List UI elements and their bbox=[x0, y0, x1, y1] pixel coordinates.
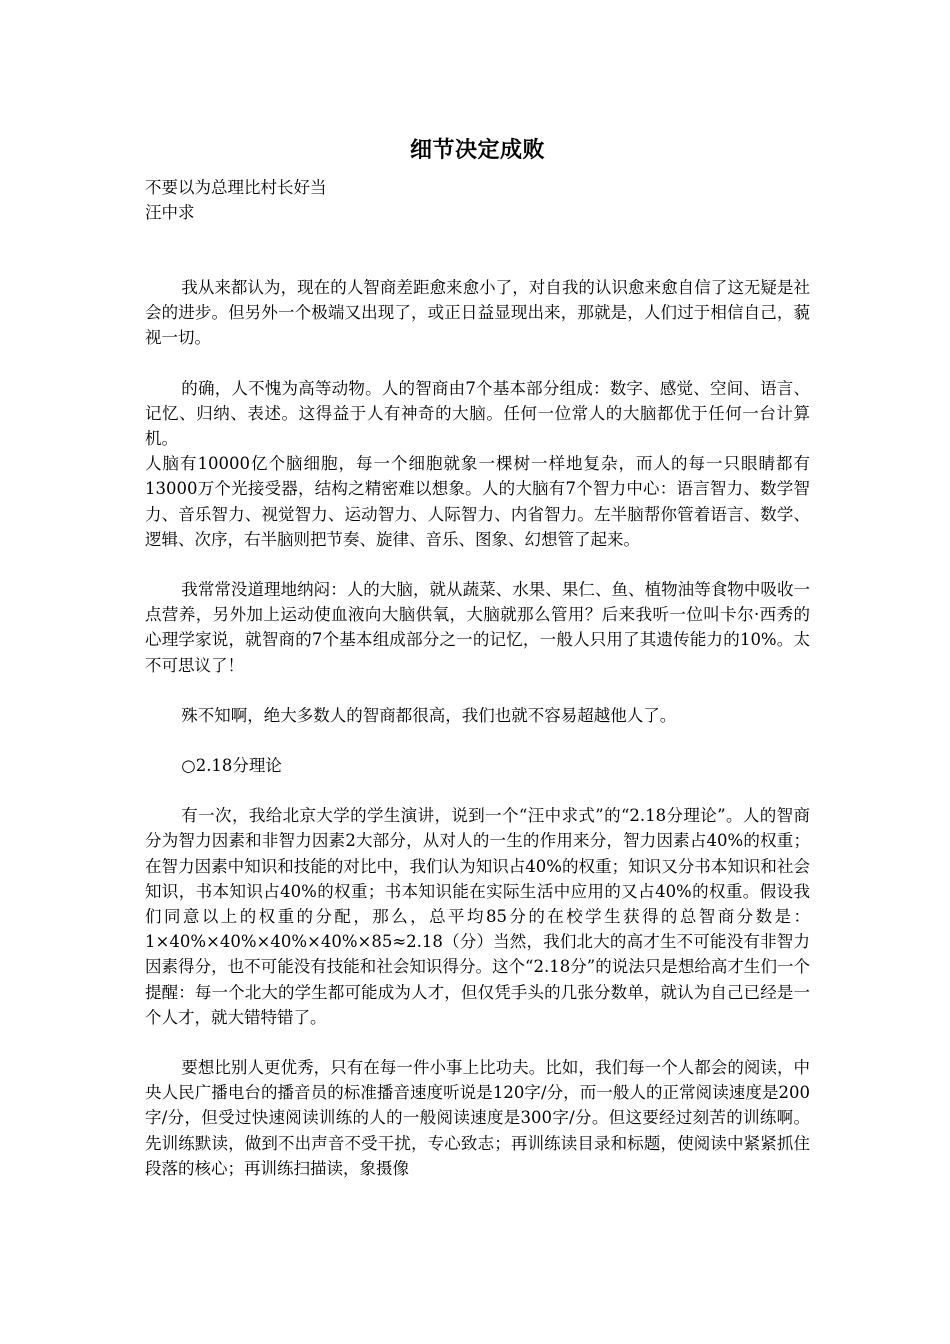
paragraph-gap bbox=[145, 678, 810, 703]
paragraph: 我从来都认为，现在的人智商差距愈来愈小了，对自我的认识愈来愈自信了这无疑是社会的进步。但另外一个极端又出现了，或正日益显现出来，那就是，人们过于相信自己，藐视一切。 bbox=[145, 278, 810, 348]
paragraph-gap bbox=[145, 1030, 810, 1055]
paragraph: 的确，人不愧为高等动物。人的智商由7个基本部分组成：数字、感觉、空间、语言、记忆、归纳、表述。这得益于人有神奇的大脑。任何一位常人的大脑都优于任何一台计算机。 bbox=[145, 378, 810, 449]
paragraph: 我常常没道理地纳闷：人的大脑，就从蔬菜、水果、果仁、鱼、植物油等食物中吸收一点营养，另外加上运动使血液向大脑供氧，大脑就那么管用？后来我听一位叫卡尔·西秀的心理学家说，就智商的7个基本组成部分之一的记忆，一般人只用了其遗传能力的10%。太不可思议了！ bbox=[145, 580, 810, 675]
paragraph: 有一次，我给北京大学的学生演讲，说到一个“汪中求式”的“2.18分理论”。人的智商分为智力因素和非智力因素2大部分，从对人的一生的作用来分，智力因素占40%的权重；在智力因素中知识和技能的对比中，我们认为知识占40%的权重；知识又分书本知识和社会知识，书本知识占40%的权重；书本知识能在实际生活中应用的又占40%的权重。假设我们同意以上的权重的分配，那么，总平均85分的在校学生获得的总智商分数是：1×40%×40%×40%×40%×85≈2.18（分）当然，我们北大的高才生不可能没有非智力因素得分，也不可能没有技能和社会知识得分。这个“2.18分”的说法只是想给高才生们一个提醒：每一个北大的学生都可能成为人才，但仅凭手头的几张分数单，就认为自己已经是一个人才，就大错特错了。 bbox=[145, 806, 810, 1027]
paragraph: 人脑有10000亿个脑细胞，每一个细胞就象一棵树一样地复杂，而人的每一只眼睛都有13000万个光接受器，结构之精密难以想象。人的大脑有7个智力中心：语言智力、数学智力、音乐智力、视觉智力、运动智力、人际智力、内省智力。左半脑帮你管着语言、数学、逻辑、次序，右半脑则把节奏、旋律、音乐、图象、幻想管了起来。 bbox=[145, 454, 810, 549]
paragraph-gap bbox=[145, 351, 810, 376]
document-body bbox=[145, 275, 810, 1181]
document-page bbox=[145, 133, 810, 1181]
document-author: 汪中求 bbox=[145, 203, 195, 222]
paragraph-gap bbox=[145, 728, 810, 753]
paragraph-gap bbox=[145, 778, 810, 803]
paragraph: 要想比别人更优秀，只有在每一件小事上比功夫。比如，我们每一个人都会的阅读，中央人民广播电台的播音员的标准播音速度听说是120字/分，而一般人的正常阅读速度是200字/分，但受过快速阅读训练的人的一般阅读速度是300字/分。但这要经过刻苦的训练啊。先训练默读，做到不出声音不受干扰，专心致志；再训练读目录和标题，使阅读中紧紧抓住段落的核心；再训练扫描读，象摄像 bbox=[145, 1058, 810, 1178]
document-title: 细节决定成败 bbox=[409, 137, 545, 163]
document-subtitle: 不要以为总理比村长好当 bbox=[145, 178, 327, 197]
paragraph: 殊不知啊，绝大多数人的智商都很高，我们也就不容易超越他人了。 bbox=[181, 705, 677, 725]
paragraph-gap bbox=[145, 552, 810, 577]
section-heading: ○2.18分理论 bbox=[181, 756, 282, 776]
